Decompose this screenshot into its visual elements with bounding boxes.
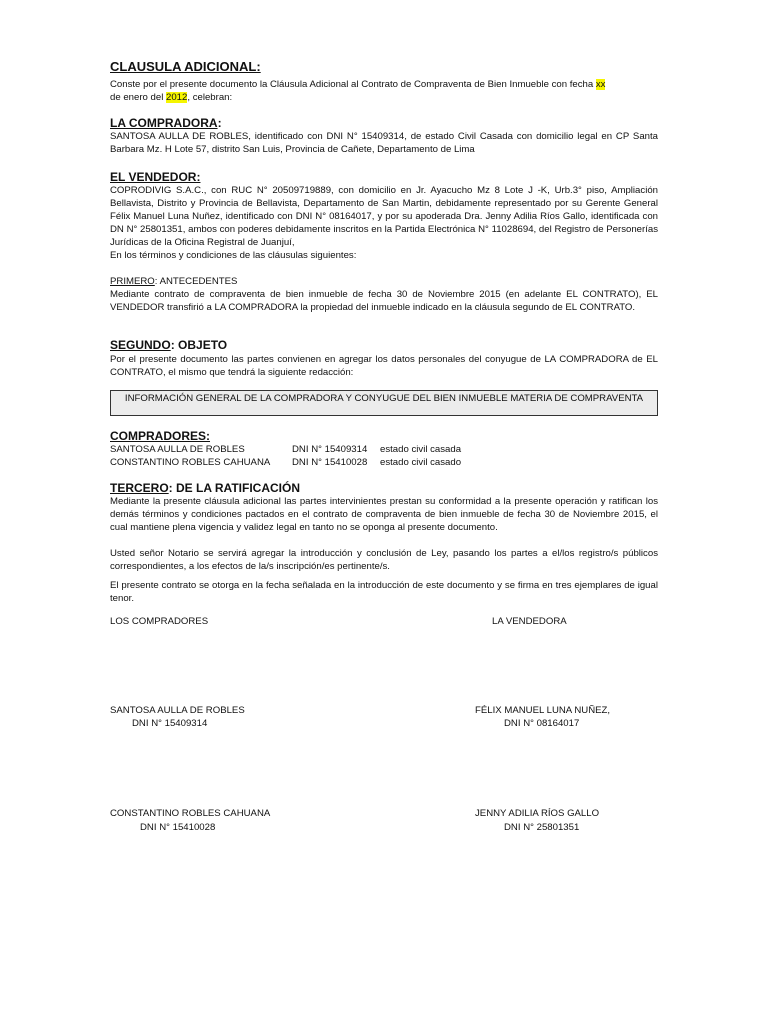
primero-heading [110,275,658,288]
comprador-2-name: CONSTANTINO ROBLES CAHUANA [110,457,271,468]
signature-label-compradores: LOS COMPRADORES [110,616,209,627]
comprador-1-dni: DNI N° 15409314 [292,444,368,455]
comprador-1-estado: estado civil casada [380,444,462,455]
tercero-label: TERCERO [110,481,169,495]
compradora-heading [110,116,222,130]
comprador-1-name: SANTOSA AULLA DE ROBLES [110,444,245,455]
vendedor-heading: EL VENDEDOR: [110,170,201,184]
compradora-paragraph: SANTOSA AULLA DE ROBLES, identificado con DNI N° 15409314, de estado Civil Casada con domicilio legal en CP Santa Barbara Mz. H Lote 57, distrito San Luis, Provincia de Cañete, Departamento de Lima [110,131,658,155]
document-title: CLAUSULA ADICIONAL: [110,59,261,74]
segundo-title: : OBJETO [170,338,228,352]
segundo-paragraph: Por el presente documento las partes convienen en agregar los datos personales del conyugue de LA COMPRADORA de EL CONTRATO, el mismo que tendrá la siguiente redacción: [110,354,658,378]
signature-2-name: FÉLIX MANUEL LUNA NUÑEZ, [475,705,611,716]
signature-3-dni: DNI N° 15410028 [140,822,216,833]
comprador-2-dni: DNI N° 15410028 [292,457,368,468]
vendedor-paragraph: COPRODIVIG S.A.C., con RUC N° 20509719889, con domicilio en Jr. Ayacucho Mz 8 Lote J -K, Urb.3° piso, Ampliación Bellavista, Distrito y Provincia de Bellavista, Departamento de San Martin, debidamente representado por su Gerente General Félix Manuel Luna Nuñez, identificado con DNI N° 08164017, y por su apoderada Dra. Jenny Adilia Ríos Gallo, identificada con DN N° 25801351, ambos con poderes debidamente inscritos en la Partida Electrónica N° 11028694, del Registro de Personerías Jurídicas de la Oficina Registral de Juanjuí, [110,185,658,248]
intro-highlight-day: xx [595,79,606,90]
signature-2-dni: DNI N° 08164017 [504,718,580,729]
intro-text-1: Conste por el presente documento la Cláusula Adicional al Contrato de Compraventa de Bien Inmueble con fecha [110,79,596,90]
vendedor-closing: En los términos y condiciones de las cláusulas siguientes: [110,250,357,261]
tercero-paragraph-2: Usted señor Notario se servirá agregar la introducción y conclusión de Ley, pasando los partes a el/los registro/s públicos correspondientes, a los efectos de la/s inscripción/es pertinente/s. [110,548,658,572]
signature-1-name: SANTOSA AULLA DE ROBLES [110,705,245,716]
intro-text-3: , celebran: [187,92,233,103]
tercero-heading [110,481,300,495]
signature-1-dni: DNI N° 15409314 [132,718,208,729]
primero-paragraph: Mediante contrato de compraventa de bien inmueble de fecha 30 de Noviembre 2015 (en adelante EL CONTRATO), EL VENDEDOR transfirió a LA COMPRADORA la propiedad del inmueble indicado en la cláusula segundo de EL CONTRATO. [110,289,658,313]
compradora-heading-suffix: : [217,116,222,130]
intro-highlight-year: 2012 [166,92,188,103]
signature-3-name: CONSTANTINO ROBLES CAHUANA [110,808,271,819]
segundo-heading [110,338,227,352]
comprador-2-estado: estado civil casado [380,457,462,468]
compradora-heading-label: LA COMPRADORA [110,116,218,130]
tercero-paragraph-1: Mediante la presente cláusula adicional las partes intervinientes prestan su conformidad a la presente operación y ratifican los demás términos y condiciones pactados en el contrato de compraventa de bien inmueble de fecha 30 de Noviembre 2015, el cual mantiene plena vigencia y validez legal en tanto no se oponga al presente documento. [110,496,658,533]
segundo-label: SEGUNDO [110,338,171,352]
tercero-title: : DE LA RATIFICACIÓN [168,481,300,495]
signature-4-dni: DNI N° 25801351 [504,822,580,833]
primero-title: : ANTECEDENTES [154,276,238,287]
signature-label-vendedora: LA VENDEDORA [492,616,567,627]
intro-text-2: de enero del [110,92,167,103]
info-box: INFORMACIÓN GENERAL DE LA COMPRADORA Y CONYUGUE DEL BIEN INMUEBLE MATERIA DE COMPRAVENTA [110,390,658,416]
compradores-heading: COMPRADORES: [110,429,211,443]
signature-4-name: JENNY ADILIA RÍOS GALLO [475,808,600,819]
tercero-paragraph-3: El presente contrato se otorga en la fecha señalada en la introducción de este documento y se firma en tres ejemplares de igual tenor. [110,580,658,604]
intro-paragraph [110,78,658,104]
primero-label: PRIMERO [110,276,155,287]
